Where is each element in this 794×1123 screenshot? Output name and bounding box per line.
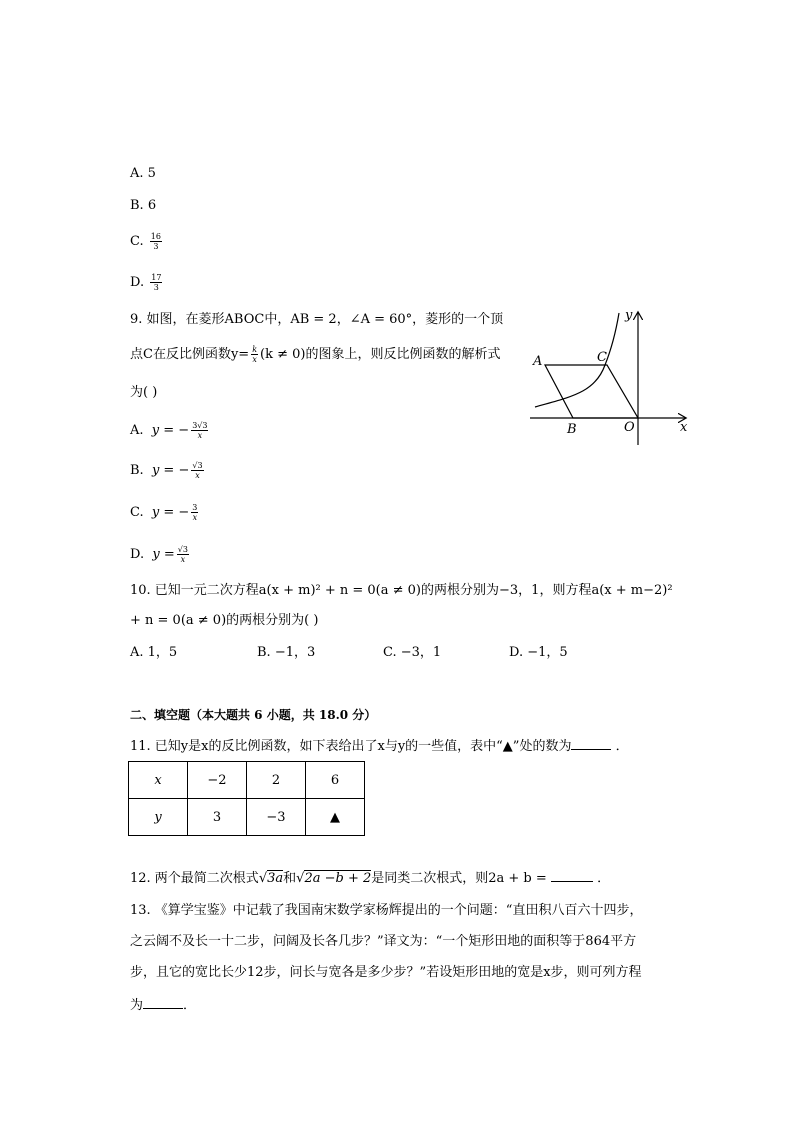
table-cell: 6	[306, 762, 365, 799]
q13-line3: 步，且它的宽比长少12步，问长与宽各是多少步？”若设矩形田地的宽是x步，则可列方程	[130, 965, 642, 980]
q13-line2: 之云阔不及长一十二步，问阔及长各几步？”译文为：“一个矩形田地的面积等于864平方	[130, 934, 637, 949]
section-title-fill-in: 二、填空题（本大题共 6 小题，共 18.0 分）	[130, 708, 377, 722]
q13-line4: 为 ．	[130, 998, 197, 1013]
q9-option-b: B. y = − $\frac{√3}{x}$	[130, 461, 203, 480]
q9-option-a: A. y = − $\frac{3√3}{x}$	[130, 421, 208, 440]
q8-option-c-fraction: $\frac{16}{3}$	[150, 232, 161, 251]
sqrt-icon: √	[296, 871, 305, 886]
rhombus-ABOC	[545, 365, 638, 418]
q11-value-table	[128, 761, 365, 836]
q8-option-d-label: D.	[130, 275, 145, 290]
q8-option-d-fraction: $\frac{17}{3}$	[151, 273, 162, 292]
q13-answer-blank[interactable]	[143, 996, 183, 1009]
q8-option-c	[130, 232, 164, 251]
q12-answer-blank[interactable]	[551, 869, 593, 882]
q10-option-d: D. −1，5	[509, 645, 568, 660]
q9-line3: 为( )	[130, 385, 158, 400]
q13-line1: 13. 《算学宝鉴》中记载了我国南宋数学家杨辉提出的一个问题：“直田积八百六十四步，	[130, 903, 643, 918]
q12-text: 12. 两个最简二次根式√3a和√2a −b + 2是同类二次根式，则2a + b = ．	[130, 871, 611, 886]
label-y: y	[625, 308, 633, 323]
table-row	[129, 762, 365, 799]
table-cell: −2	[188, 762, 247, 799]
q9-line2: 点C在反比例函数y= $\frac{k}{x}$ (k ≠ 0)的图象上，则反比例函数的解析式	[130, 345, 501, 364]
q9-option-d: D. y = $\frac{√3}{x}$	[130, 545, 188, 564]
q8-option-c-label: C.	[130, 234, 144, 249]
q11-text: 11. 已知y是x的反比例函数，如下表给出了x与y的一些值，表中“▲”处的数为 ．	[130, 739, 629, 754]
label-x: x	[680, 420, 688, 435]
q10-option-c: C. −3，1	[383, 645, 442, 660]
table-cell: x	[129, 762, 188, 799]
table-row	[129, 799, 365, 836]
sqrt-icon: √	[258, 871, 268, 886]
q8-option-d	[130, 273, 164, 292]
q8-option-b: B. 6	[130, 198, 157, 213]
label-C: C	[597, 350, 607, 365]
q10-line2: + n = 0(a ≠ 0)的两根分别为( )	[130, 613, 319, 628]
q11-answer-blank[interactable]	[571, 737, 611, 750]
table-cell: ▲	[306, 799, 365, 836]
q10-option-a: A. 1，5	[130, 645, 178, 660]
label-A: A	[533, 354, 543, 369]
q9-rhombus-figure	[525, 305, 695, 450]
label-B: B	[567, 422, 577, 437]
label-O: O	[624, 420, 635, 435]
q9-k-over-x: $\frac{k}{x}$	[252, 345, 258, 364]
q8-option-a: A. 5	[130, 166, 156, 181]
q9-line1: 9. 如图，在菱形ABOC中，AB = 2，∠A = 60°，菱形的一个顶	[130, 312, 504, 327]
q10-option-b: B. −1，3	[257, 645, 316, 660]
q9-option-c: C. y = − $\frac{3}{x}$	[130, 503, 198, 522]
table-cell: −3	[247, 799, 306, 836]
table-cell: 2	[247, 762, 306, 799]
table-cell: 3	[188, 799, 247, 836]
table-cell: y	[129, 799, 188, 836]
q10-line1: 10. 已知一元二次方程a(x + m)² + n = 0(a ≠ 0)的两根分别为−3，1，则方程a(x + m−2)²	[130, 583, 673, 598]
